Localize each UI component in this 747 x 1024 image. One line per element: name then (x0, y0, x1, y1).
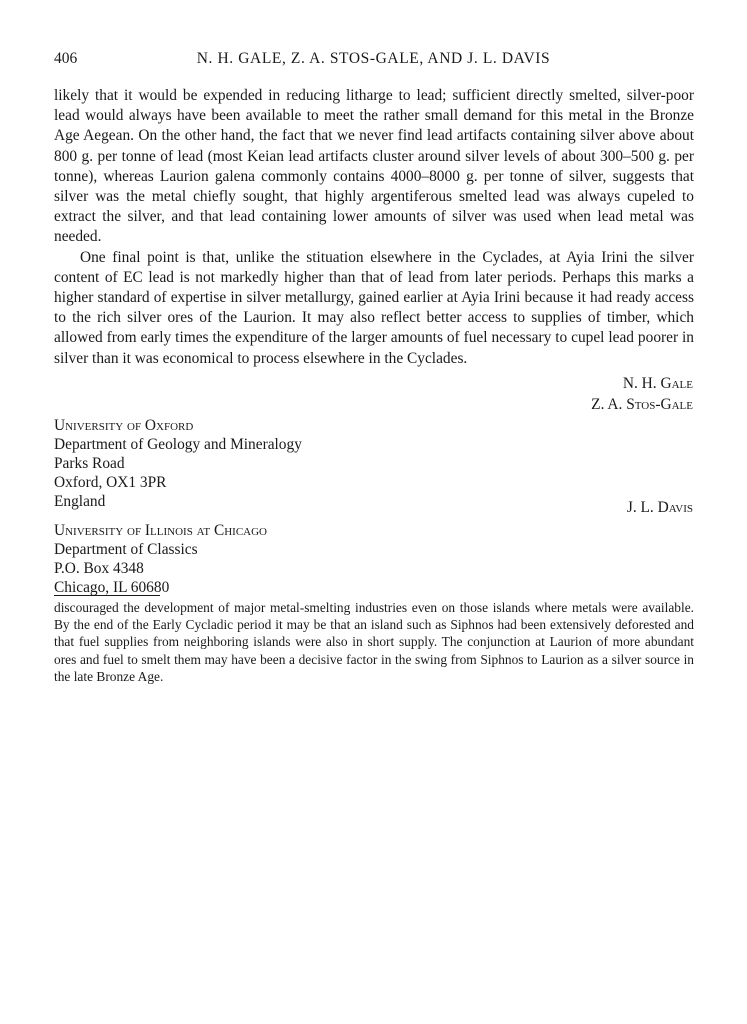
affiliation-city: Chicago, IL 60680 (54, 579, 170, 596)
affiliation-street: Parks Road (54, 455, 125, 472)
page-number: 406 (54, 50, 78, 67)
footnote (54, 599, 694, 685)
affiliation-university: University of Illinois at Chicago (54, 522, 267, 539)
affiliation-country: England (54, 493, 106, 510)
paragraph-2: One final point is that, unlike the stituation elsewhere in the Cyclades, at Ayia Irini the silver content of EC lead is not markedly higher than that of lead from later periods. Perhaps this marks a higher standard of expertise in silver metallurgy, gained earlier at Ayia Irini because it had ready access to the rich silver ores of the Laurion. It may also reflect better access to supplies of timber, which allowed from early times the expenditure of the larger amounts of fuel necessary to cupel lead poorer in silver than it was economical to process elsewhere in the Cyclades. (54, 248, 694, 367)
affiliation-oxford (54, 416, 302, 511)
affiliation-university: University of Oxford (54, 417, 194, 434)
running-head-authors: N. H. GALE, Z. A. STOS-GALE, AND J. L. DAVIS (196, 50, 551, 67)
signature-davis: J. L. Davis (626, 499, 693, 516)
main-text (54, 86, 694, 369)
affiliation-po-box: P.O. Box 4348 (54, 560, 144, 577)
signature-stos-gale: Z. A. Stos-Gale (591, 396, 693, 413)
affiliation-department: Department of Geology and Mineralogy (54, 436, 302, 453)
signature-gale: N. H. Gale (622, 375, 693, 392)
affiliation-illinois (54, 521, 267, 597)
footnote-text: discouraged the development of major metal-smelting industries even on those islands where metals were available. By the end of the Early Cycladic period it may be that an island such as Siphnos had been extensively deforested and that fuel supplies from neighboring islands were also in short supply. The conjunction at Laurion of more abundant ores and fuel to smelt them may have been a decisive factor in the swing from Siphnos to Laurion as a silver source in the late Bronze Age. (54, 600, 694, 684)
affiliation-department: Department of Classics (54, 541, 198, 558)
footnote-divider (54, 595, 160, 596)
paragraph-1: likely that it would be expended in reducing litharge to lead; sufficient directly smelted, silver-poor lead would always have been available to meet the rather small demand for this metal in the Bronze Age Aegean. On the other hand, the fact that we never find lead artifacts containing silver above about 800 g. per tonne of lead (most Keian lead artifacts cluster around silver levels of about 300–500 g. per tonne), whereas Laurion galena commonly contains 4000–8000 g. per tonne of silver, suggests that silver was the metal chiefly sought, that highly argentiferous smelted lead was always cupeled to extract the silver, and that lead containing lower amounts of silver was used when lead metal was needed. (54, 87, 694, 246)
running-header (54, 50, 693, 72)
affiliation-city: Oxford, OX1 3PR (54, 474, 167, 491)
